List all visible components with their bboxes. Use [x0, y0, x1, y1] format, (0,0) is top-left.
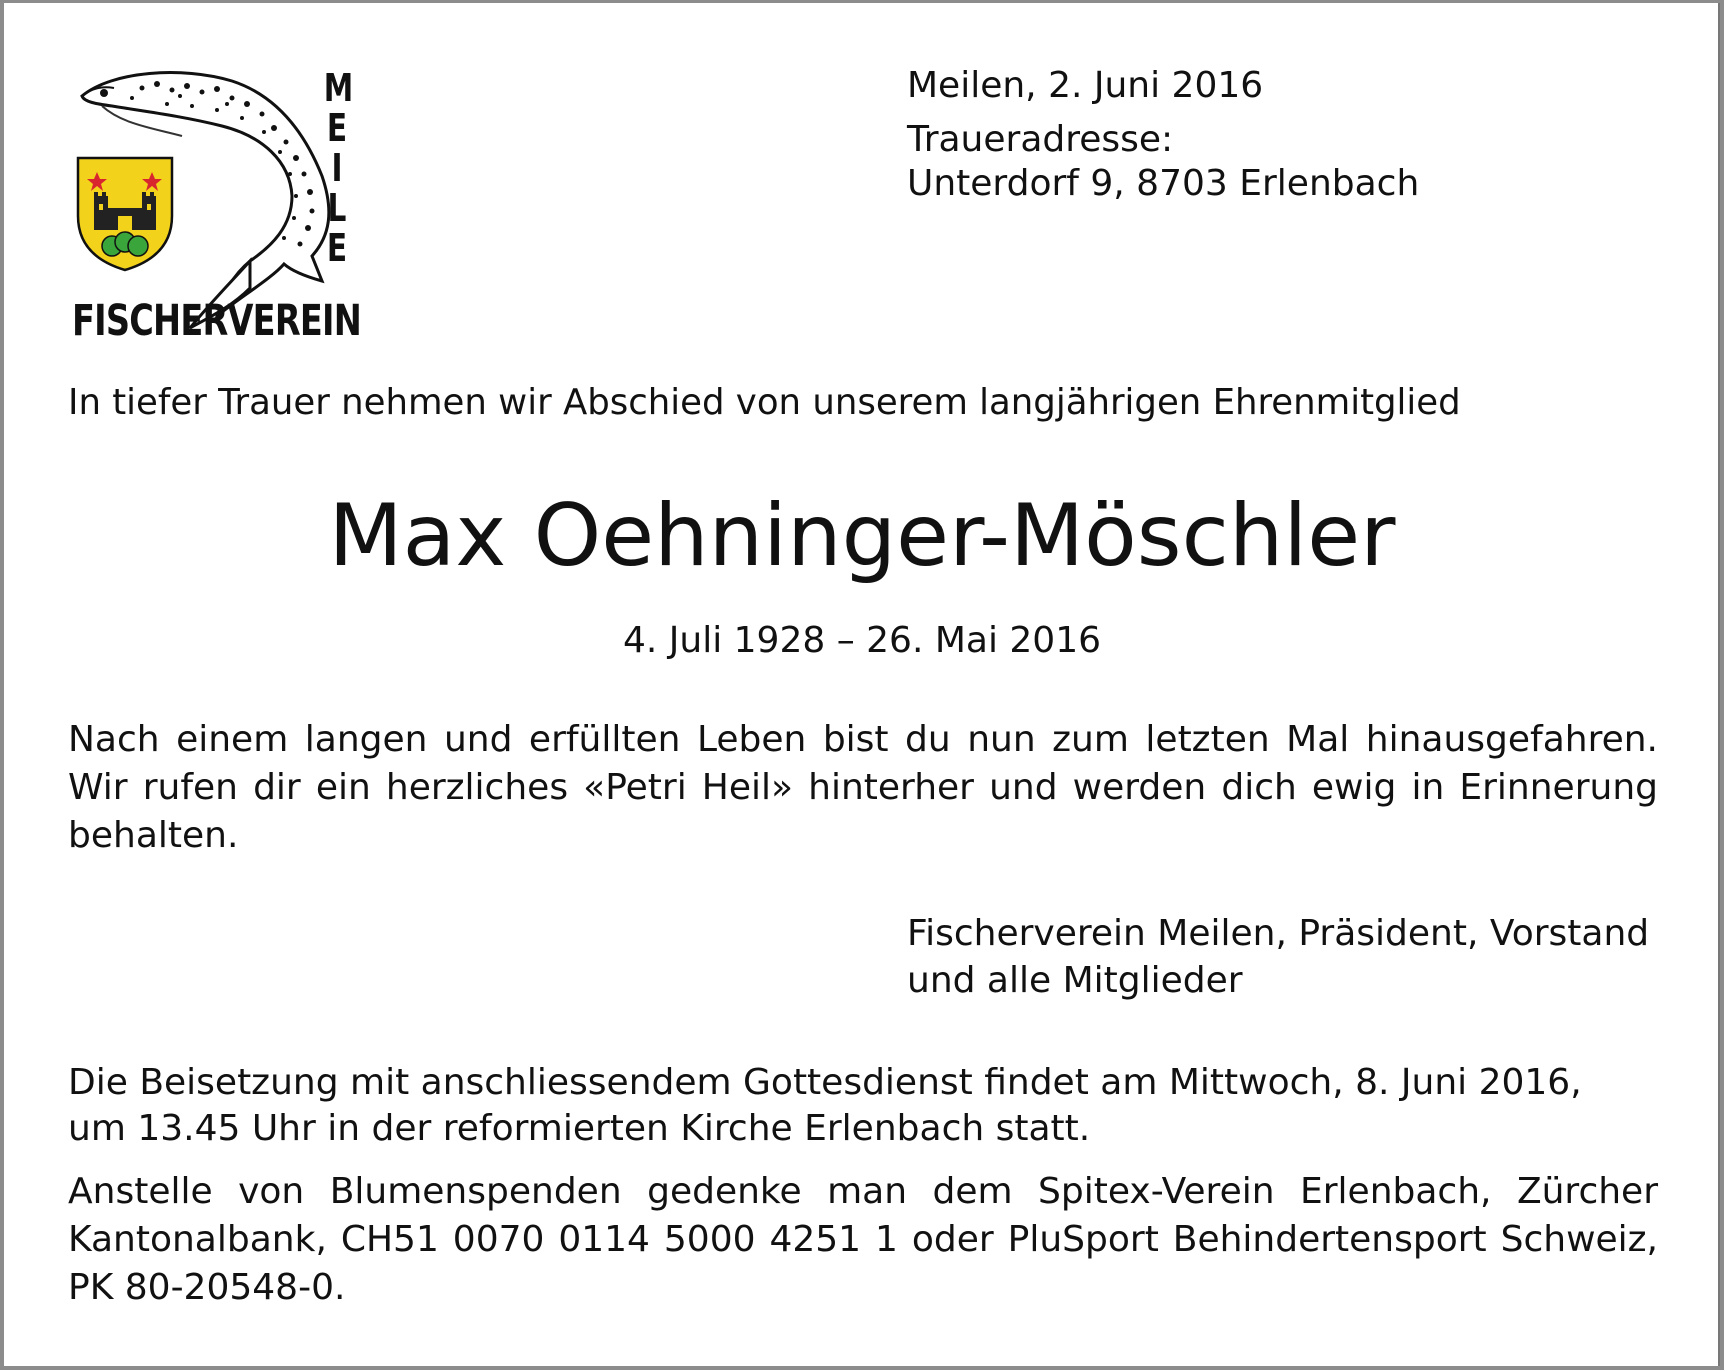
- signature-block: [907, 910, 1649, 1004]
- address-label: Traueradresse:: [907, 119, 1174, 160]
- coat-of-arms-icon: [78, 158, 172, 270]
- logo-vertical-text: [323, 66, 354, 270]
- donations-paragraph: Anstelle von Blumenspenden gedenke man dem Spitex-Verein Erlenbach, Zürcher Kantonalbank, CH51 0070 0114 5000 4251 1 oder PluSport Behindertensport Schweiz, PK 80-20548-0.: [68, 1171, 1658, 1308]
- deceased-name: Max Oehninger-Möschler: [328, 486, 1396, 586]
- header-block: [907, 60, 1419, 210]
- logo-letter: E: [326, 106, 348, 150]
- logo-letter: L: [327, 186, 347, 230]
- signature-line-1: Fischerverein Meilen, Präsident, Vorstand: [907, 913, 1650, 954]
- signature-line-2: und alle Mitglieder: [907, 960, 1243, 1001]
- life-dates: 4. Juli 1928 – 26. Mai 2016: [622, 620, 1102, 661]
- logo-letter: I: [331, 146, 343, 190]
- funeral-paragraph: Die Beisetzung mit anschliessendem Gottesdienst findet am Mittwoch, 8. Juni 2016, um 13.45 Uhr in der reformierten Kirche Erlenbach statt.: [68, 1062, 1582, 1149]
- place-date: Meilen, 2. Juni 2016: [907, 65, 1264, 106]
- logo-club-name: FISCHERVEREIN: [72, 296, 361, 346]
- address: Unterdorf 9, 8703 Erlenbach: [907, 163, 1420, 204]
- logo-letter: M: [323, 66, 354, 110]
- message-paragraph: Nach einem langen und erfüllten Leben bist du nun zum letzten Mal hinausgefahren. Wir rufen dir ein herzliches «Petri Heil» hinterher und werden dich ewig in Erinnerung behalten.: [68, 719, 1658, 856]
- intro-text: In tiefer Trauer nehmen wir Abschied von unserem langjährigen Ehrenmitglied: [68, 382, 1461, 423]
- logo-letter: E: [326, 226, 348, 270]
